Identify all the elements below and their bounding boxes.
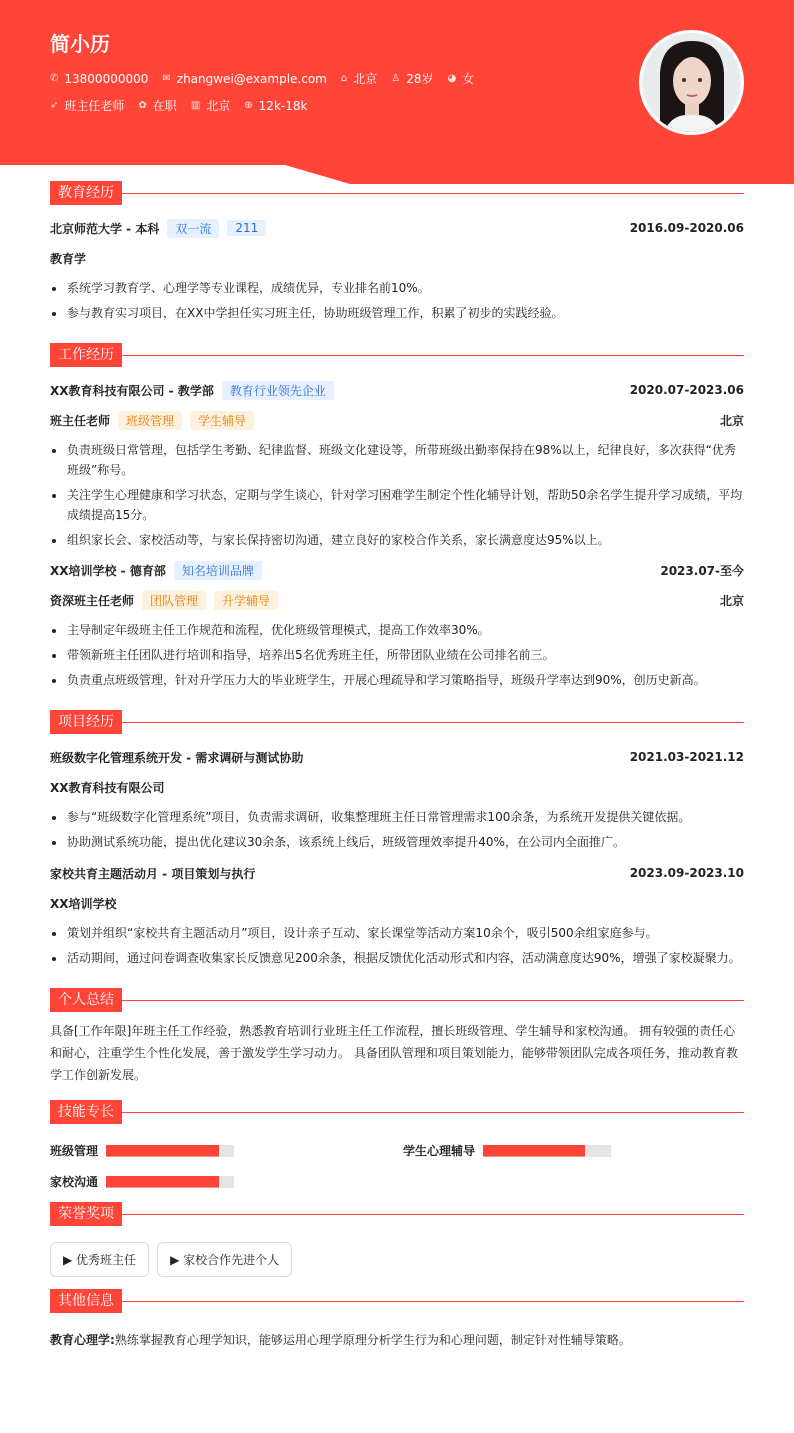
skill bbox=[403, 1142, 743, 1159]
divider bbox=[122, 1112, 744, 1113]
date: 2023.07-至今 bbox=[660, 563, 744, 578]
email: zhangwei@example.com bbox=[176, 71, 327, 86]
status-icon: ✿ bbox=[138, 100, 147, 111]
resume-body bbox=[50, 181, 744, 1351]
role: 班主任老师 bbox=[50, 413, 111, 428]
section-title: 技能专长 bbox=[50, 1100, 122, 1124]
role: 资深班主任老师 bbox=[50, 593, 135, 608]
section-title: 项目经历 bbox=[50, 710, 122, 734]
section-summary bbox=[50, 988, 744, 1012]
age: 28岁 bbox=[406, 72, 434, 86]
section-title: 工作经历 bbox=[50, 343, 122, 367]
cake-icon: ♙ bbox=[391, 73, 401, 84]
divider bbox=[122, 1301, 744, 1302]
salary: 12k-18k bbox=[258, 98, 308, 113]
list-item: 协助测试系统功能，提出优化建议30余条，该系统上线后，班级管理效率提升40%，在公司内全面推广。 bbox=[50, 832, 744, 852]
candidate-name: 简小历 bbox=[50, 32, 110, 56]
job: 班主任老师 bbox=[64, 99, 125, 113]
section-awards bbox=[50, 1202, 744, 1226]
triangle-icon: ▶ bbox=[170, 1253, 184, 1267]
award-name: 优秀班主任 bbox=[76, 1253, 137, 1267]
divider bbox=[122, 1000, 744, 1001]
project-title: 班级数字化管理系统开发 - 需求调研与测试协助 bbox=[50, 750, 304, 765]
divider bbox=[122, 1214, 744, 1215]
skill-name: 学生心理辅导 bbox=[403, 1144, 476, 1158]
divider bbox=[122, 193, 744, 194]
mail-icon: ✉ bbox=[162, 73, 171, 84]
tag: 知名培训品牌 bbox=[174, 561, 262, 580]
section-title: 教育经历 bbox=[50, 181, 122, 205]
other-label: 教育心理学: bbox=[50, 1333, 115, 1347]
divider bbox=[122, 355, 744, 356]
gender: 女 bbox=[462, 72, 475, 86]
date: 2016.09-2020.06 bbox=[629, 221, 744, 235]
list-item: 策划并组织“家校共育主题活动月”项目，设计亲子互动、家长课堂等活动方案10余个，吸引500余组家庭参与。 bbox=[50, 923, 744, 943]
school: 北京师范大学 - 本科 bbox=[50, 221, 160, 236]
list-item: 负责重点班级管理，针对升学压力大的毕业班学生，开展心理疏导和学习策略指导，班级升学率达到90%，创历史新高。 bbox=[50, 670, 744, 690]
skill-name: 班级管理 bbox=[50, 1144, 99, 1158]
phone-icon: ✆ bbox=[50, 73, 59, 84]
section-title: 荣誉奖项 bbox=[50, 1202, 122, 1226]
divider bbox=[122, 722, 744, 723]
target-city: 北京 bbox=[206, 99, 231, 113]
project-org: XX教育科技有限公司 bbox=[50, 780, 165, 795]
tag: 学生辅导 bbox=[190, 411, 254, 430]
list-item: 带领新班主任团队进行培训和指导，培养出5名优秀班主任，所带团队业绩在公司排名前三。 bbox=[50, 645, 744, 665]
section-education bbox=[50, 181, 744, 205]
date: 2020.07-2023.06 bbox=[629, 383, 744, 397]
skills-grid bbox=[50, 1142, 744, 1190]
date: 2021.03-2021.12 bbox=[629, 750, 744, 764]
city: 北京 bbox=[719, 593, 744, 608]
home-icon: ⌂ bbox=[340, 73, 348, 84]
skill-bar-fill bbox=[106, 1145, 219, 1157]
list-item: 主导制定年级班主任工作规范和流程，优化班级管理模式，提高工作效率30%。 bbox=[50, 620, 744, 640]
city: 北京 bbox=[353, 72, 378, 86]
list-item: 负责班级日常管理，包括学生考勤、纪律监督、班级文化建设等，所带班级出勤率保持在98%以上，纪律良好，多次获得“优秀班级”称号。 bbox=[50, 440, 744, 480]
skill-bar bbox=[106, 1145, 234, 1157]
phone: 13800000000 bbox=[64, 71, 149, 86]
summary-text: 具备[工作年限]年班主任工作经验，熟悉教育培训行业班主任工作流程，擅长班级管理、学生辅导和家校沟通。 拥有较强的责任心和耐心，注重学生个性化发展，善于激发学生学习动力。 具备团队管理和项目策划能力，能够带领团队完成各项任务，推动教育教学工作创新发展。 bbox=[50, 1024, 738, 1082]
date: 2023.09-2023.10 bbox=[629, 866, 744, 880]
skill-name: 家校沟通 bbox=[50, 1175, 99, 1189]
section-project bbox=[50, 710, 744, 734]
section-work bbox=[50, 343, 744, 367]
award-item bbox=[157, 1242, 292, 1277]
skill bbox=[50, 1173, 403, 1190]
avatar bbox=[639, 30, 744, 135]
company: XX培训学校 - 德育部 bbox=[50, 563, 166, 578]
tag: 班级管理 bbox=[118, 411, 182, 430]
project-title: 家校共育主题活动月 - 项目策划与执行 bbox=[50, 866, 256, 881]
salary-icon: ⊕ bbox=[244, 100, 253, 111]
building-icon: ▥ bbox=[190, 100, 201, 111]
tag: 211 bbox=[227, 220, 266, 236]
gender-icon: ◕ bbox=[447, 73, 457, 84]
tag: 升学辅导 bbox=[214, 591, 278, 610]
list-item: 系统学习教育学、心理学等专业课程，成绩优异，专业排名前10%。 bbox=[50, 278, 744, 298]
tag: 教育行业领先企业 bbox=[222, 381, 334, 400]
award-name: 家校合作先进个人 bbox=[183, 1253, 280, 1267]
section-skills bbox=[50, 1100, 744, 1124]
section-title: 个人总结 bbox=[50, 988, 122, 1012]
list-item: 参与“班级数字化管理系统”项目，负责需求调研，收集整理班主任日常管理需求100余条，为系统开发提供关键依据。 bbox=[50, 807, 744, 827]
list-item: 关注学生心理健康和学习状态，定期与学生谈心，针对学习困难学生制定个性化辅导计划，帮助50余名学生提升学习成绩，平均成绩提高15分。 bbox=[50, 485, 744, 525]
skill bbox=[50, 1142, 403, 1159]
job-row bbox=[50, 97, 307, 114]
tag: 团队管理 bbox=[142, 591, 206, 610]
project-org: XX培训学校 bbox=[50, 896, 117, 911]
send-icon: ➶ bbox=[50, 100, 59, 111]
skill-bar-fill bbox=[483, 1145, 585, 1157]
major: 教育学 bbox=[50, 251, 87, 266]
skill-bar bbox=[483, 1145, 611, 1157]
triangle-icon: ▶ bbox=[63, 1253, 77, 1267]
section-other bbox=[50, 1289, 744, 1313]
status: 在职 bbox=[152, 99, 177, 113]
list-item: 组织家长会、家校活动等，与家长保持密切沟通，建立良好的家校合作关系，家长满意度达95%以上。 bbox=[50, 530, 744, 550]
city: 北京 bbox=[719, 413, 744, 428]
other-text: 熟练掌握教育心理学知识，能够运用心理学原理分析学生行为和心理问题，制定针对性辅导策略。 bbox=[114, 1333, 631, 1347]
list-item: 参与教育实习项目，在XX中学担任实习班主任，协助班级管理工作，积累了初步的实践经验。 bbox=[50, 303, 744, 323]
list-item: 活动期间，通过问卷调查收集家长反馈意见200余条，根据反馈优化活动形式和内容，活动满意度达90%，增强了家校凝聚力。 bbox=[50, 948, 744, 968]
contact-row bbox=[50, 70, 474, 87]
skill-bar bbox=[106, 1176, 234, 1188]
award-item bbox=[50, 1242, 149, 1277]
company: XX教育科技有限公司 - 教学部 bbox=[50, 383, 214, 398]
skill-bar-fill bbox=[106, 1176, 219, 1188]
tag: 双一流 bbox=[167, 219, 219, 238]
section-title: 其他信息 bbox=[50, 1289, 122, 1313]
